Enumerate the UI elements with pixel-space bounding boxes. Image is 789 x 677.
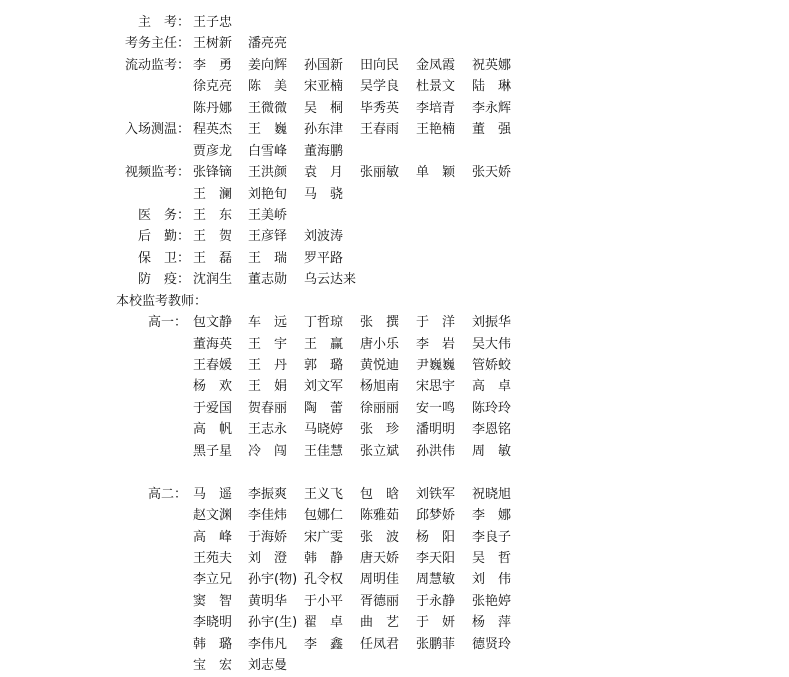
person-name: 唐天娇 [360, 550, 400, 566]
person-name: 吴大伟 [472, 336, 512, 352]
person-name: 王 宇 [248, 336, 288, 352]
person-name: 刘 澄 [248, 550, 288, 566]
person-name: 于小平 [304, 593, 344, 609]
person-name: 孙国新 [304, 57, 344, 73]
person-name: 姜向辉 [248, 57, 288, 73]
person-name: 陈 美 [248, 79, 288, 95]
person-name: 陈玲玲 [472, 400, 512, 416]
person-name: 李 娜 [472, 508, 512, 524]
person-name: 宋广雯 [304, 529, 344, 545]
person-name: 张 撰 [360, 315, 400, 331]
grade-row [0, 569, 789, 590]
person-name: 王彦铎 [248, 229, 288, 245]
person-name: 王 东 [193, 207, 233, 223]
person-name: 车 远 [248, 315, 288, 331]
person-name: 王子忠 [193, 15, 233, 30]
person-name: 董志勋 [248, 272, 288, 288]
person-name: 沈润生 [193, 272, 233, 288]
person-name: 吴 哲 [472, 550, 512, 566]
grade-row [0, 505, 789, 526]
person-name: 杜景文 [416, 79, 456, 95]
person-name: 王佳慧 [304, 443, 344, 459]
role-row [0, 55, 789, 76]
person-name: 杨 欢 [193, 379, 233, 395]
person-name: 孙宇(物) [248, 572, 298, 588]
person-name: 王春媛 [193, 358, 233, 373]
person-name: 王苑夫 [193, 550, 233, 566]
person-name: 郭 璐 [304, 358, 344, 373]
person-name: 于 洋 [416, 315, 456, 331]
person-name: 张天娇 [472, 165, 512, 181]
person-name: 胥德丽 [360, 593, 400, 609]
person-name: 于爱国 [193, 400, 233, 416]
person-name: 王 赢 [304, 336, 344, 352]
person-name: 潘亮亮 [248, 36, 288, 52]
person-name: 王春雨 [360, 122, 400, 138]
person-name: 曲 艺 [360, 615, 400, 631]
person-name: 刘振华 [472, 315, 512, 331]
person-name: 赵文渊 [193, 508, 233, 524]
person-name: 刘波涛 [304, 229, 344, 245]
person-name: 韩 璐 [193, 636, 233, 652]
person-name: 周明佳 [360, 572, 400, 588]
person-name: 张 珍 [360, 422, 400, 438]
person-name: 尹巍巍 [416, 358, 456, 373]
person-name: 黄悦迪 [360, 358, 400, 373]
person-name: 邱梦娇 [416, 508, 456, 524]
person-name: 周 敏 [472, 443, 512, 459]
person-name: 王树新 [193, 36, 233, 52]
grade-row [0, 312, 789, 333]
person-name: 王 丹 [248, 358, 288, 373]
person-name: 管娇蛟 [472, 358, 512, 373]
person-name: 徐克亮 [193, 79, 233, 95]
person-name: 张鹏菲 [416, 636, 456, 652]
person-name: 丁哲琼 [304, 315, 344, 331]
person-name: 刘艳旬 [248, 186, 288, 202]
role-row [0, 162, 789, 183]
role-label: 医 务： [137, 207, 190, 223]
person-name: 王 澜 [193, 186, 233, 202]
person-name: 马 骁 [304, 186, 344, 202]
person-name: 杨 阳 [416, 529, 456, 545]
person-name: 高 峰 [193, 529, 233, 545]
person-name: 毕秀英 [360, 100, 400, 116]
person-name: 李 岩 [416, 336, 456, 352]
person-name: 刘铁军 [416, 486, 456, 502]
role-row [0, 269, 789, 290]
person-name: 王 贺 [193, 229, 233, 245]
person-name: 贾彦龙 [193, 143, 233, 159]
person-name: 金凤霞 [416, 57, 456, 73]
person-name: 张立斌 [360, 443, 400, 459]
person-name: 冷 闯 [248, 443, 288, 459]
person-name: 唐小乐 [360, 336, 400, 352]
grade-row [0, 484, 789, 505]
person-name: 陈丹娜 [193, 100, 233, 116]
person-name: 王微微 [248, 100, 288, 116]
grade-row [0, 441, 789, 462]
person-name: 贺春丽 [248, 400, 288, 416]
person-name: 王 巍 [248, 122, 288, 138]
grade-row [0, 334, 789, 355]
person-name: 李 鑫 [304, 636, 344, 652]
person-name: 包文静 [193, 315, 233, 331]
person-name: 黑子星 [193, 443, 233, 459]
person-name: 周慧敏 [416, 572, 456, 588]
person-name: 张锋镝 [193, 165, 233, 181]
person-name: 于海娇 [248, 529, 288, 545]
person-name: 韩 静 [304, 550, 344, 566]
grade-label: 高一： [147, 315, 187, 331]
grade-row [0, 355, 789, 376]
role-row [0, 12, 789, 33]
person-name: 王 磊 [193, 250, 233, 266]
person-name: 张丽敏 [360, 165, 400, 181]
grade-row [0, 548, 789, 569]
role-row [0, 184, 789, 205]
person-name: 李良子 [472, 529, 512, 545]
person-name: 李立兄 [193, 572, 233, 588]
person-name: 陈雅茹 [360, 508, 400, 524]
person-name: 马晓婷 [304, 422, 344, 438]
person-name: 李 勇 [193, 57, 233, 73]
person-name: 刘 伟 [472, 572, 512, 588]
person-name: 包 晗 [360, 486, 400, 502]
person-name: 李伟凡 [248, 636, 288, 652]
person-name: 潘明明 [416, 422, 456, 438]
role-label: 视频监考： [124, 165, 190, 181]
person-name: 孙东津 [304, 122, 344, 138]
person-name: 高 帆 [193, 422, 233, 438]
role-row [0, 33, 789, 54]
role-row [0, 119, 789, 140]
role-row [0, 141, 789, 162]
teachers-heading: 本校监考教师： [116, 293, 208, 309]
teachers-heading-row [0, 291, 789, 312]
person-name: 马 遥 [193, 486, 233, 502]
grade-row [0, 655, 789, 676]
person-name: 窦 智 [193, 593, 233, 609]
person-name: 董海鹏 [304, 143, 344, 159]
person-name: 孙洪伟 [416, 443, 456, 459]
person-name: 祝晓旭 [472, 486, 512, 502]
grade-row [0, 419, 789, 440]
grade-row [0, 591, 789, 612]
role-row [0, 76, 789, 97]
person-name: 安一鸣 [416, 400, 456, 416]
role-label: 入场测温： [124, 122, 190, 138]
person-name: 孔令权 [304, 572, 344, 588]
staff-list-document [0, 12, 789, 677]
person-name: 程英杰 [193, 122, 233, 138]
grade-row [0, 527, 789, 548]
person-name: 李天阳 [416, 550, 456, 566]
person-name: 李恩铭 [472, 422, 512, 438]
person-name: 吴 桐 [304, 100, 344, 116]
person-name: 张艳婷 [472, 593, 512, 609]
role-row [0, 248, 789, 269]
role-label: 流动监考： [124, 57, 190, 73]
person-name: 宋思宇 [416, 379, 456, 395]
role-label: 后 勤： [137, 229, 190, 245]
person-name: 王洪颜 [248, 165, 288, 181]
person-name: 李晓明 [193, 615, 233, 631]
person-name: 德贤玲 [472, 636, 512, 652]
person-name: 李振爽 [248, 486, 288, 502]
person-name: 王美峤 [248, 207, 288, 223]
role-label: 防 疫： [137, 272, 190, 288]
person-name: 翟 卓 [304, 615, 344, 631]
person-name: 祝英娜 [472, 57, 512, 73]
role-label: 保 卫： [137, 250, 190, 266]
grade-row [0, 376, 789, 397]
person-name: 王 娟 [248, 379, 288, 395]
grade-row [0, 634, 789, 655]
person-name: 白雪峰 [248, 143, 288, 159]
person-name: 徐丽丽 [360, 400, 400, 416]
person-name: 董 强 [472, 122, 512, 138]
person-name: 陶 蕾 [304, 400, 344, 416]
person-name: 高 卓 [472, 379, 512, 395]
person-name: 宝 宏 [193, 658, 233, 674]
person-name: 于 妍 [416, 615, 456, 631]
person-name: 宋亚楠 [304, 79, 344, 95]
person-name: 刘文军 [304, 379, 344, 395]
person-name: 孙宇(生) [248, 615, 298, 631]
grade-label: 高二： [147, 486, 187, 502]
person-name: 杨 萍 [472, 615, 512, 631]
person-name: 单 颖 [416, 165, 456, 181]
person-name: 袁 月 [304, 165, 344, 181]
role-label: 考务主任： [124, 36, 190, 52]
person-name: 李永辉 [472, 100, 512, 116]
role-row [0, 205, 789, 226]
role-row [0, 98, 789, 119]
person-name: 王 瑞 [248, 250, 288, 266]
person-name: 李培青 [416, 100, 456, 116]
person-name: 田向民 [360, 57, 400, 73]
grade-row [0, 612, 789, 633]
grade-row [0, 398, 789, 419]
person-name: 陆 琳 [472, 79, 512, 95]
person-name: 张 波 [360, 529, 400, 545]
person-name: 包娜仁 [304, 508, 344, 524]
person-name: 李佳炜 [248, 508, 288, 524]
person-name: 罗平路 [304, 250, 344, 266]
person-name: 王志永 [248, 422, 288, 438]
person-name: 王义飞 [304, 486, 344, 502]
person-name: 吴学良 [360, 79, 400, 95]
person-name: 董海英 [193, 336, 233, 352]
person-name: 黄明华 [248, 593, 288, 609]
person-name: 任凤君 [360, 636, 400, 652]
person-name: 王艳楠 [416, 122, 456, 138]
role-label: 主 考： [137, 15, 190, 30]
role-row [0, 226, 789, 247]
person-name: 杨旭南 [360, 379, 400, 395]
person-name: 乌云达来 [304, 272, 357, 288]
person-name: 于永静 [416, 593, 456, 609]
blank-line [0, 462, 789, 483]
person-name: 刘志曼 [248, 658, 288, 674]
